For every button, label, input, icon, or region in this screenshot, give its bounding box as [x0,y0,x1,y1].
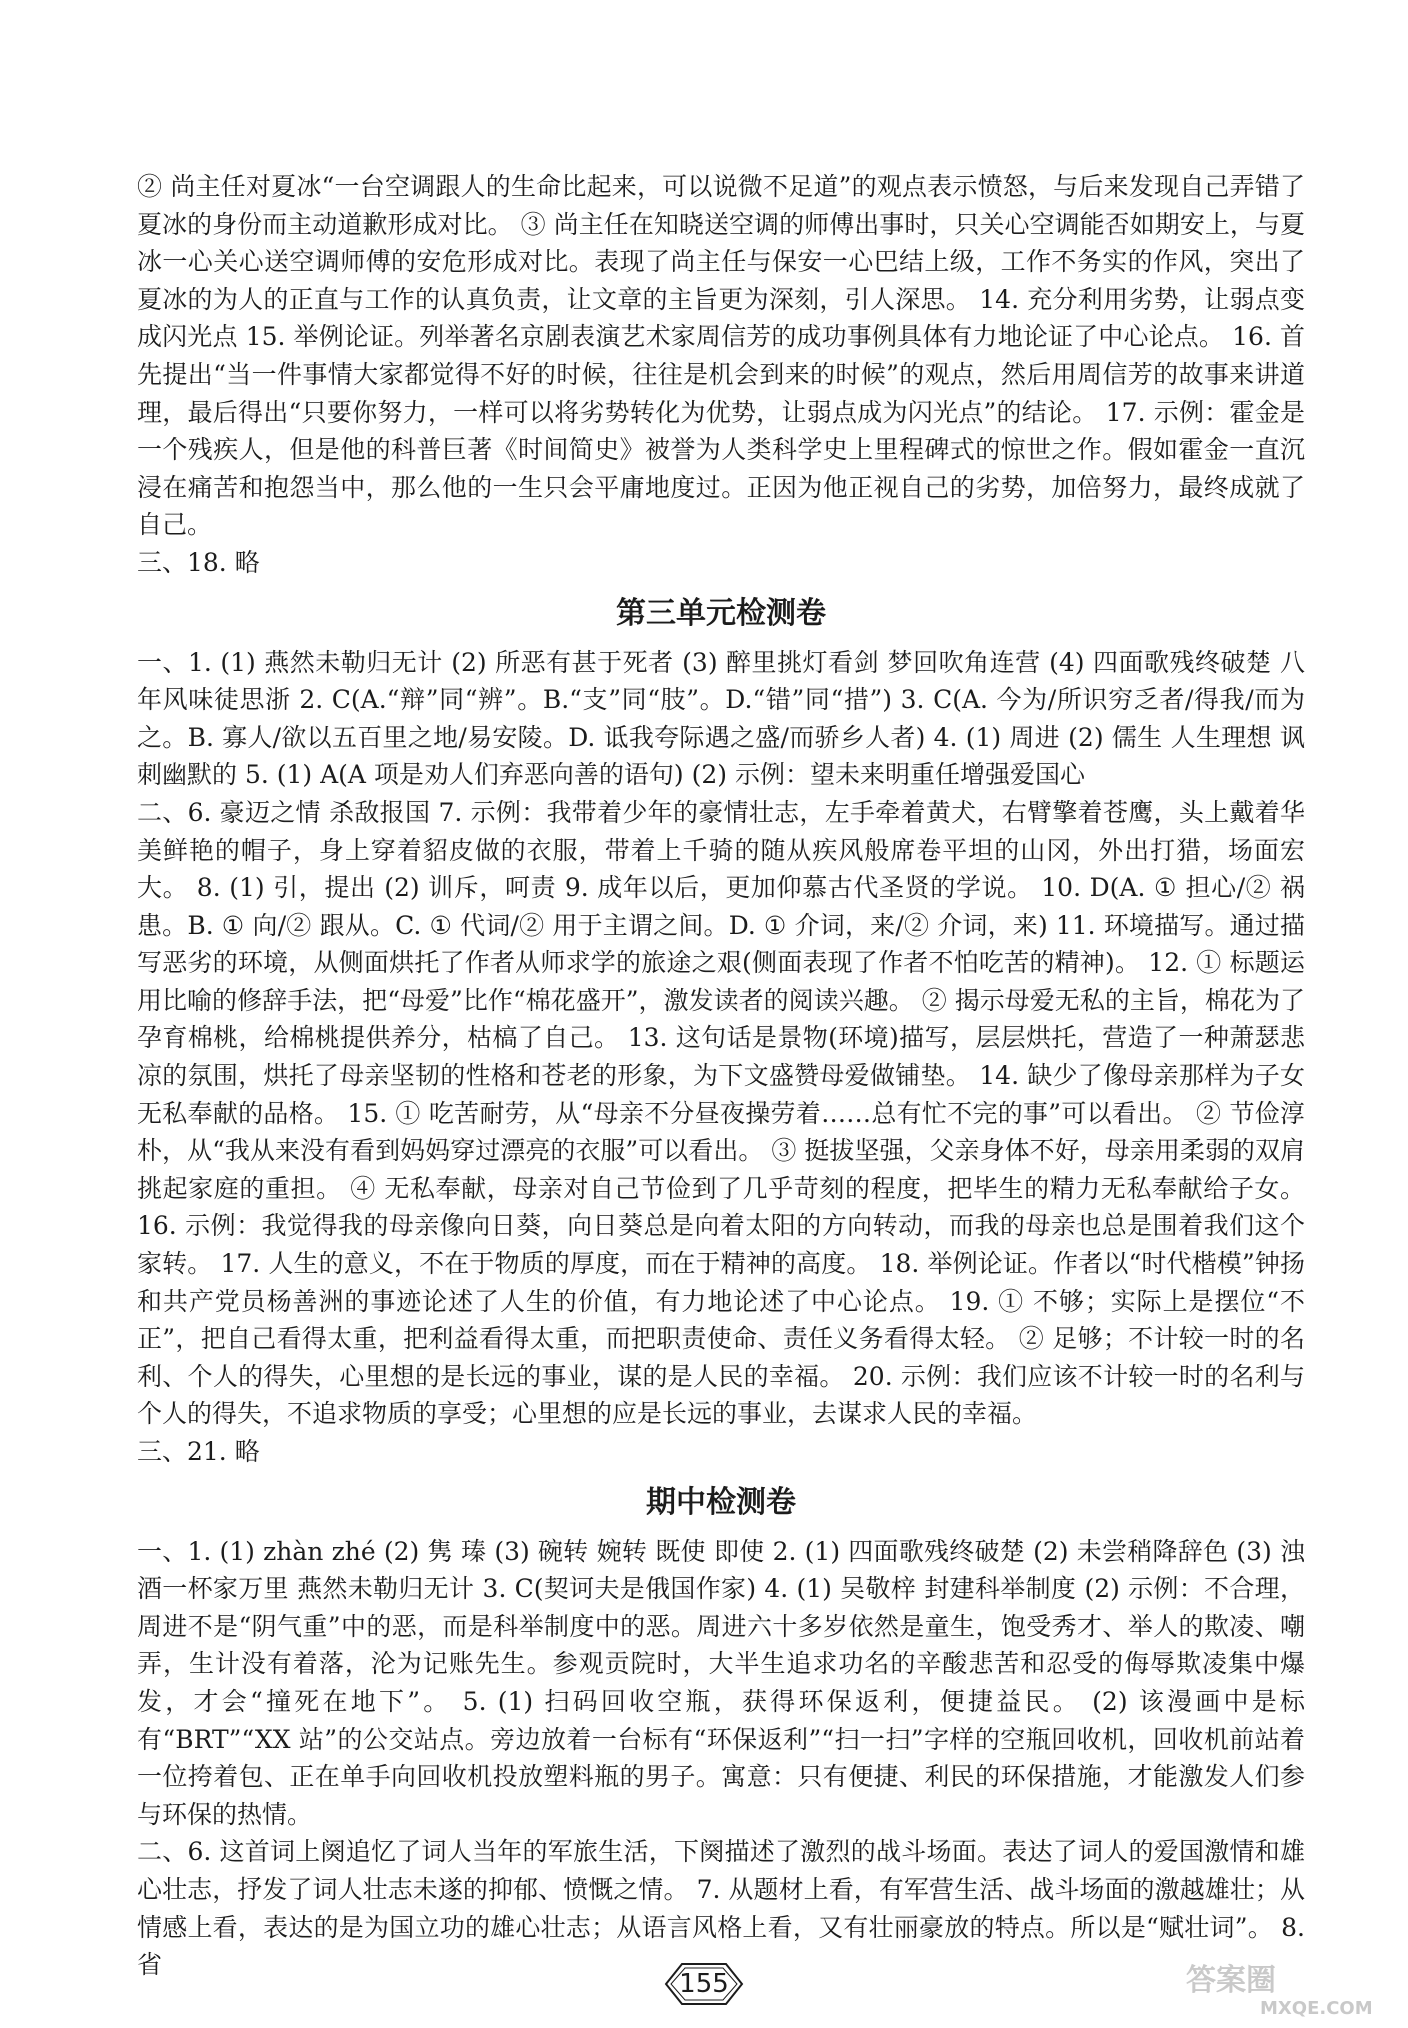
paragraph: 二、6. 豪迈之情 杀敌报国 7. 示例：我带着少年的豪情壮志，左手牵着黄犬，右臂擎着苍鹰，头上戴着华美鲜艳的帽子，身上穿着貂皮做的衣服，带着上千骑的随从疾风般席卷平坦的山冈，外出打猎，场面宏大。 8. (1) 引，提出 (2) 训斥，呵责 9. 成年以后，更加仰慕古代圣贤的学说。 10. D(A. ① 担心/② 祸患。B. ① 向/② 跟从。C. ① 代词/② 用于主谓之间。D. ① 介词，来/② 介词，来) 11. 环境描写。通过描写恶劣的环境，从侧面烘托了作者从师求学的旅途之艰(侧面表现了作者不怕吃苦的精神)。 12. ① 标题运用比喻的修辞手法，把“母爱”比作“棉花盛开”，激发读者的阅读兴趣。 ② 揭示母爱无私的主旨，棉花为了孕育棉桃，给棉桃提供养分，枯槁了自己。 13. 这句话是景物(环境)描写，层层烘托，营造了一种萧瑟悲凉的氛围，烘托了母亲坚韧的性格和苍老的形象，为下文盛赞母爱做铺垫。 14. 缺少了像母亲那样为子女无私奉献的品格。 15. ① 吃苦耐劳，从“母亲不分昼夜操劳着……总有忙不完的事”可以看出。 ② 节俭淳朴，从“我从来没有看到妈妈穿过漂亮的衣服”可以看出。 ③ 挺拔坚强，父亲身体不好，母亲用柔弱的双肩挑起家庭的重担。 ④ 无私奉献，母亲对自己节俭到了几乎苛刻的程度，把毕生的精力无私奉献给子女。 16. 示例：我觉得我的母亲像向日葵，向日葵总是向着太阳的方向转动，而我的母亲也总是围着我们这个家转。 17. 人生的意义，不在于物质的厚度，而在于精神的高度。 18. 举例论证。作者以“时代楷模”钟扬和共产党员杨善洲的事迹论述了人生的价值，有力地论述了中心论点。 19. ① 不够；实际上是摆位“不正”，把自己看得太重，把利益看得太重，而把职责使命、责任义务看得太轻。 ② 足够；不计较一时的名利、个人的得失，心里想的是长远的事业，谋的是人民的幸福。 20. 示例：我们应该不计较一时的名利与个人的得失，不追求物质的享受；心里想的应是长远的事业，去谋求人民的幸福。 [137,797,1306,1429]
page-number [660,1958,748,2010]
paragraph: ② 尚主任对夏冰“一台空调跟人的生命比起来，可以说微不足道”的观点表示愤怒，与后来发现自己弄错了夏冰的身份而主动道歉形成对比。 ③ 尚主任在知晓送空调的师傅出事时，只关心空调能否如期安上，与夏冰一心关心送空调师傅的安危形成对比。表现了尚主任与保安一心巴结上级，工作不务实的作风，突出了夏冰的为人的正直与工作的认真负责，让文章的主旨更为深刻，引人深思。 14. 充分利用劣势，让弱点变成闪光点 15. 举例论证。列举著名京剧表演艺术家周信芳的成功事例具体有力地论证了中心论点。 16. 首先提出“当一件事情大家都觉得不好的时候，往往是机会到来的时候”的观点，然后用周信芳的故事来讲道理，最后得出“只要你努力，一样可以将劣势转化为优势，让弱点成为闪光点”的结论。 17. 示例：霍金是一个残疾人，但是他的科普巨著《时间简史》被誉为人类科学史上里程碑式的惊世之作。假如霍金一直沉浸在痛苦和抱怨当中，那么他的一生只会平庸地度过。正因为他正视自己的劣势，加倍努力，最终成就了自己。 [137,172,1305,540]
answer-page [137,168,1305,1984]
watermark-url: MXQE.COM [1260,1998,1373,2018]
page-number-text: 155 [679,1969,729,1999]
watermark-text: 答案圈 [1186,1963,1276,1998]
section-midterm-test [137,1481,1305,1984]
section-title: 期中检测卷 [646,1484,796,1520]
paragraph: 二、6. 这首词上阕追忆了词人当年的军旅生活，下阕描述了激烈的战斗场面。表达了词人的爱国激情和雄心壮志，抒发了词人壮志未遂的抑郁、愤慨之情。 7. 从题材上看，有军营生活、战斗场面的激越雄壮；从情感上看，表达的是为国立功的雄心壮志；从语言风格上看，又有壮丽豪放的特点。所以是“赋壮词”。 8. 省 [137,1837,1305,1980]
paragraph: 一、1. (1) zhàn zhé (2) 隽 瑧 (3) 碗转 婉转 既使 即使 2. (1) 四面歌残终破楚 (2) 未尝稍降辞色 (3) 浊酒一杯家万里 燕然未勒归无计 3. C(契诃夫是俄国作家) 4. (1) 吴敬梓 封建科举制度 (2) 示例：不合理，周进不是“阴气重”中的恶，而是科举制度中的恶。周进六十多岁依然是童生，饱受秀才、举人的欺凌、嘲弄，生计没有着落，沦为记账先生。参观贡院时，大半生追求功名的辛酸悲苦和忍受的侮辱欺凌集中爆发，才会“撞死在地下”。 5. (1) 扫码回收空瓶，获得环保返利，便捷益民。 (2) 该漫画中是标有“BRT”“XX 站”的公交站点。旁边放着一台标有“环保返利”“扫一扫”字样的空瓶回收机，回收机前站着一位挎着包、正在单手向回收机投放塑料瓶的男子。寓意：只有便捷、利民的环保措施，才能激发人们参与环保的热情。 [137,1536,1305,1829]
watermark-logo-icon [1180,1954,1390,2018]
paragraph: 三、21. 略 [137,1437,260,1466]
paragraph: 三、18. 略 [137,547,260,577]
paragraph: 一、1. (1) 燕然未勒归无计 (2) 所恶有甚于死者 (3) 醉里挑灯看剑 梦回吹角连营 (4) 四面歌残终破楚 八年风味徒思浙 2. C(A.“辩”同“辨”。B.“支”同“肢”。D.“错”同“措”) 3. C(A. 今为/所识穷乏者/得我/而为之。B. 寡人/欲以五百里之地/易安陵。D. 诋我夸际遇之盛/而骄乡人者) 4. (1) 周进 (2) 儒生 人生理想 讽刺幽默的 5. (1) A(A 项是劝人们弃恶向善的语句) (2) 示例：望未来明重任增强爱国心 [137,647,1305,790]
section-unit-three-test [137,592,1305,1471]
section-continuation [137,168,1305,582]
section-title: 第三单元检测卷 [616,595,826,631]
